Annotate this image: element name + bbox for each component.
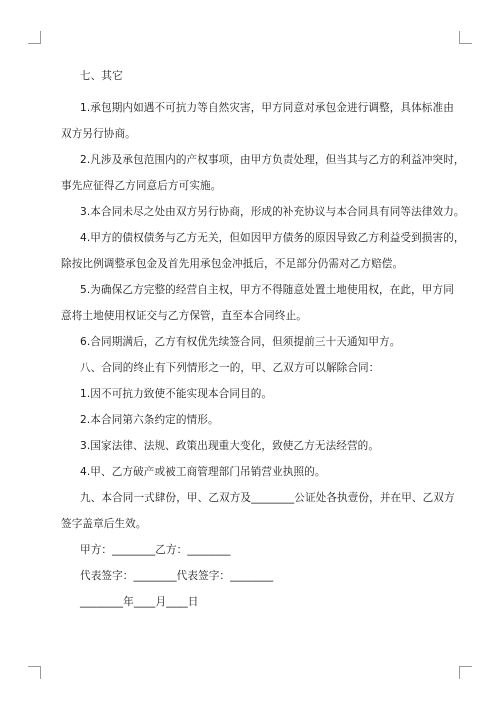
paragraph-line: 签字盖章后生效。: [61, 518, 147, 530]
section-heading-8: 八、合同的终止有下列情形之一的，甲、乙双方可以解除合同：: [80, 362, 380, 374]
paragraph-line: 1.承包期内如遇不可抗力等自然灾害，甲方同意对承包金进行调整，具体标准由: [80, 102, 454, 114]
paragraph-line: 2.凡涉及承包范围内的产权事项，由甲方负责处理，但当其与乙方的利益冲突时，: [80, 154, 465, 166]
paragraph-line: 4.甲、乙方破产或被工商管理部门吊销营业执照的。: [80, 466, 326, 478]
paragraph-line: 4.甲方的债权债务与乙方无关，但如因甲方债务的原因导致乙方利益受到损害的，: [80, 232, 465, 244]
section-heading-7: 七、其它: [80, 70, 123, 82]
section-heading-9: 九、本合同一式肆份，甲、乙双方及________公证处各执壹份，并在甲、乙双方: [80, 492, 455, 504]
paragraph-line: 双方另行协商。: [61, 128, 136, 140]
paragraph-line: 1.因不可抗力致使不能实现本合同目的。: [80, 388, 273, 400]
paragraph-line: 3.国家法律、法规、政策出现重大变化，致使乙方无法经营的。: [80, 440, 380, 452]
signature-parties-line: 甲方：________乙方：________: [80, 544, 231, 556]
paragraph-line: 除按比例调整承包金及首先用承包金冲抵后，不足部分仍需对乙方赔偿。: [61, 258, 404, 270]
paragraph-line: 意将土地使用权证交与乙方保管，直至本合同终止。: [61, 310, 307, 322]
representative-signature-line: 代表签字：________代表签字：________: [80, 570, 274, 582]
paragraph-line: 5.为确保乙方完整的经营自主权，甲方不得随意处置土地使用权，在此，甲方同: [80, 284, 454, 296]
paragraph-line: 事先应征得乙方同意后方可实施。: [61, 180, 222, 192]
paragraph-line: 6.合同期满后，乙方有权优先续签合同，但须提前三十天通知甲方。: [80, 336, 401, 348]
paragraph-line: 3.本合同未尽之处由双方另行协商，形成的补充协议与本合同具有同等法律效力。: [80, 206, 465, 218]
date-line: ________年____月____日: [80, 596, 199, 608]
paragraph-line: 2.本合同第六条约定的情形。: [80, 414, 219, 426]
